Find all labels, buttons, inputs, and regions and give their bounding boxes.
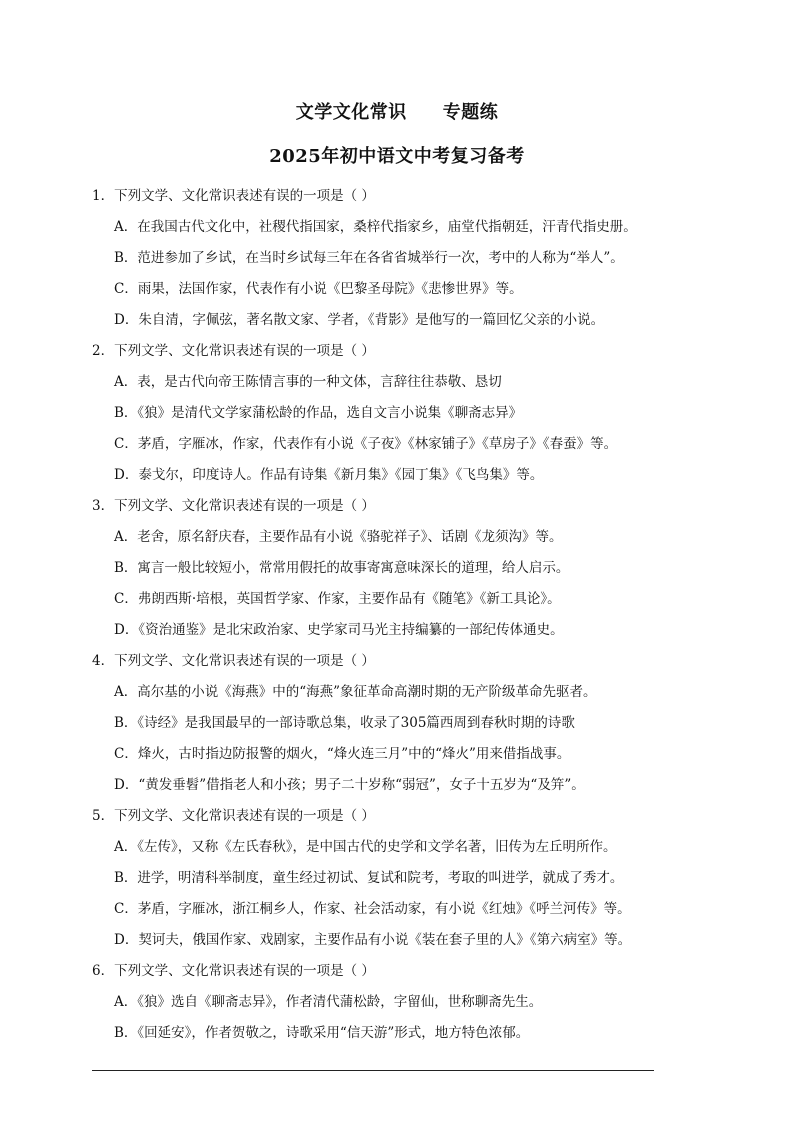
document-subtitle: 2025年初中语文中考复习备考 (269, 146, 525, 167)
option-a: A．《狼》选自《聊斋志异》，作者清代蒲松龄，字留仙，世称聊斋先生。 (114, 994, 543, 1010)
question-list (92, 181, 752, 1049)
option-b: B．范进参加了乡试，在当时乡试每三年在各省省城举行一次，考中的人称为“举人”。 (114, 250, 624, 266)
option-a: A．高尔基的小说《海燕》中的“海燕”象征革命高潮时期的无产阶级革命先驱者。 (114, 684, 597, 700)
footer-divider (92, 1070, 654, 1071)
question-6 (92, 956, 752, 1049)
option-c: C．茅盾，字雁冰，浙江桐乡人，作家、社会活动家，有小说《红烛》《呼兰河传》等。 (114, 901, 631, 917)
question-stem: 6．下列文学、文化常识表述有误的一项是（ ） (92, 963, 375, 979)
option-a: A．在我国古代文化中，社稷代指国家，桑梓代指家乡，庙堂代指朝廷，汗青代指史册。 (114, 219, 637, 235)
option-c: C．弗朗西斯·培根，英国哲学家、作家，主要作品有《随笔》《新工具论》。 (114, 591, 561, 607)
option-d: D．泰戈尔，印度诗人。作品有诗集《新月集》《园丁集》《飞鸟集》等。 (114, 467, 544, 483)
question-4 (92, 646, 752, 801)
option-d: D．“黄发垂髫”借指老人和小孩；男子二十岁称“弱冠”，女子十五岁为“及笄”。 (114, 777, 585, 793)
question-stem: 4．下列文学、文化常识表述有误的一项是（ ） (92, 653, 375, 669)
option-b: B．寓言一般比较短小，常常用假托的故事寄寓意味深长的道理，给人启示。 (114, 560, 570, 576)
option-b: B．《诗经》是我国最早的一部诗歌总集，收录了305篇西周到春秋时期的诗歌 (114, 715, 575, 731)
option-c: C．雨果，法国作家，代表作有小说《巴黎圣母院》《悲惨世界》等。 (114, 281, 523, 297)
question-stem: 5．下列文学、文化常识表述有误的一项是（ ） (92, 808, 375, 824)
option-b: B．《回延安》，作者贺敬之，诗歌采用“信天游”形式，地方特色浓郁。 (114, 1025, 530, 1041)
option-a: A．《左传》，又称《左氏春秋》，是中国古代的史学和文学名著，旧传为左丘明所作。 (114, 839, 617, 855)
option-a: A．表，是古代向帝王陈情言事的一种文体，言辞往往恭敬、恳切 (114, 374, 502, 390)
question-stem: 2．下列文学、文化常识表述有误的一项是（ ） (92, 343, 375, 359)
title-type: 专题练 (442, 102, 499, 123)
question-3 (92, 491, 752, 646)
question-2 (92, 336, 752, 491)
option-d: D．朱自清，字佩弦，著名散文家、学者，《背影》是他写的一篇回忆父亲的小说。 (114, 312, 605, 328)
option-b: B．《狼》是清代文学家蒲松龄的作品，选自文言小说集《聊斋志异》 (114, 405, 523, 421)
option-c: C．茅盾，字雁冰，作家，代表作有小说《子夜》《林家铺子》《草房子》《春蚕》等。 (114, 436, 618, 452)
option-d: D．契诃夫，俄国作家、戏剧家，主要作品有小说《装在套子里的人》《第六病室》等。 (114, 932, 632, 948)
question-stem: 1．下列文学、文化常识表述有误的一项是（ ） (92, 188, 375, 204)
document-title (0, 98, 794, 124)
option-c: C．烽火，古时指边防报警的烟火，“烽火连三月”中的“烽火”用来借指战事。 (114, 746, 571, 762)
option-b: B．进学，明清科举制度，童生经过初试、复试和院考，考取的叫进学，就成了秀才。 (114, 870, 624, 886)
title-topic: 文学文化常识 (295, 102, 407, 123)
question-1 (92, 181, 752, 336)
question-stem: 3．下列文学、文化常识表述有误的一项是（ ） (92, 498, 375, 514)
option-d: D．《资治通鉴》是北宋政治家、史学家司马光主持编纂的一部纪传体通史。 (114, 622, 564, 638)
question-5 (92, 801, 752, 956)
option-a: A．老舍，原名舒庆春，主要作品有小说《骆驼祥子》、话剧《龙须沟》等。 (114, 529, 563, 545)
